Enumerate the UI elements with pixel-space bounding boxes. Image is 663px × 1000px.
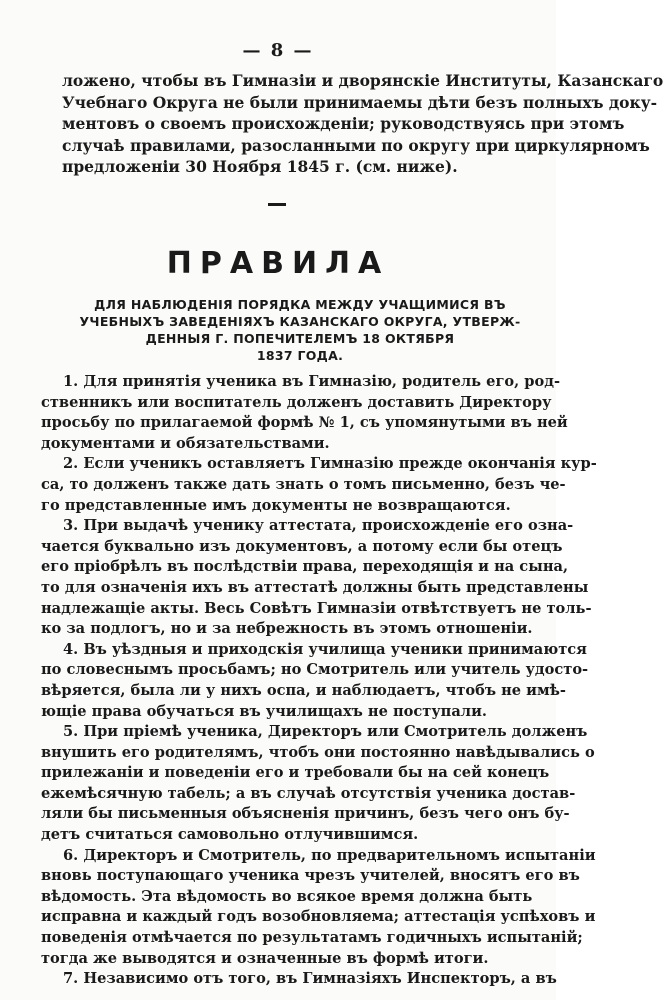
rules-line: 1. Для принятія ученика въ Гимназію, родитель его, род- <box>63 373 561 390</box>
subtitle-line: ДЕННЫЯ Г. ПОПЕЧИТЕЛЕМЪ 18 ОКТЯБРЯ <box>145 331 455 346</box>
rules-line: ко за подлогъ, но и за небрежность въ этомъ отношеніи. <box>41 620 533 638</box>
rules-line: вѣдомость. Эта вѣдомость во всякое время должна быть <box>41 887 533 905</box>
subtitle-line: УЧЕБНЫХЪ ЗАВЕДЕНІЯХЪ КАЗАНСКАГО ОКРУГА, УТВЕРЖ- <box>79 314 521 329</box>
rules-line: ляли бы письменныя объясненія причинъ, безъ чего онъ бу- <box>41 805 570 823</box>
rules-line: прилежаніи и поведеніи его и требовали бы на сей конецъ <box>41 764 550 782</box>
rules-line: 2. Если ученикъ оставляетъ Гимназію прежде окончанія кур- <box>63 455 597 473</box>
rules-line: 7. Независимо отъ того, въ Гимназіяхъ Инспекторъ, а въ <box>63 970 557 988</box>
rules-line: его пріобрѣлъ въ послѣдствіи права, переходящія и на сына, <box>41 558 569 576</box>
rules-line: 6. Директоръ и Смотритель, по предварительномъ испытаніи <box>63 846 596 864</box>
rules-line: вновь поступающаго ученика чрезъ учителей, вносятъ его въ <box>41 867 580 885</box>
rules-text <box>41 372 597 990</box>
rules-line: то для означенія ихъ въ аттестатѣ должны быть представлены <box>41 578 589 596</box>
rules-line: 4. Въ уѣздныя и приходскія училища ученики принимаются <box>63 640 587 658</box>
section-subtitle <box>56 296 544 364</box>
rules-line: надлежащіе акты. Весь Совѣтъ Гимназіи отвѣтствуетъ не толь- <box>41 599 592 617</box>
intro-line: предложеніи 30 Ноября 1845 г. (см. ниже). <box>62 157 458 177</box>
intro-line: случаѣ правилами, разосланными по округу при циркулярномъ <box>62 135 650 155</box>
rules-line: вѣряется, была ли у нихъ оспа, и наблюдаетъ, чтобъ не имѣ- <box>41 681 566 699</box>
rules-line: внушить его родителямъ, чтобъ они постоянно навѣдывались о <box>41 743 595 761</box>
rules-line: документами и обязательствами. <box>41 434 330 452</box>
rules-line: чается буквально изъ документовъ, а потому если бы отецъ <box>41 537 563 555</box>
rules-line: са, то долженъ также дать знать о томъ письменно, безъ че- <box>41 475 566 493</box>
intro-paragraph <box>62 70 663 178</box>
section-title: ПРАВИЛА <box>166 246 390 281</box>
rules-line: исправна и каждый годъ возобновляема; аттестація успѣховъ и <box>41 908 596 926</box>
subtitle-line: ДЛЯ НАБЛЮДЕНІЯ ПОРЯДКА МЕЖДУ УЧАЩИМИСЯ ВЪ <box>94 297 506 312</box>
subtitle-line: 1837 ГОДА. <box>256 348 344 363</box>
rules-line: 3. При выдачѣ ученику аттестата, происхожденіе его озна- <box>63 517 574 535</box>
rules-line: детъ считаться самовольно отлучившимся. <box>41 826 419 844</box>
rules-line: тогда же выводятся и означенные въ формѣ итоги. <box>41 949 489 967</box>
intro-line: ложено, чтобы въ Гимназіи и дворянскіе Институты, Казанскаго <box>62 71 663 90</box>
rules-line: просьбу по прилагаемой формѣ № 1, съ упомянутыми въ ней <box>41 414 568 432</box>
rules-line: 5. При пріемѣ ученика, Директоръ или Смотритель долженъ <box>63 723 588 741</box>
rules-line: ежемѣсячную табель; а въ случаѣ отсутствія ученика достав- <box>41 784 576 802</box>
rules-line: по словеснымъ просьбамъ; но Смотритель или учитель удосто- <box>41 661 589 679</box>
intro-line: ментовъ о своемъ происхожденіи; руководствуясь при этомъ <box>62 114 625 134</box>
page-number: — 8 — <box>242 40 314 61</box>
rules-line: ственникъ или воспитатель долженъ доставить Директору <box>41 393 552 411</box>
section-divider <box>268 203 286 206</box>
rules-line: поведенія отмѣчается по результатамъ годичныхъ испытаній; <box>41 929 583 947</box>
rules-line: го представленные имъ документы не возвращаются. <box>41 496 511 514</box>
intro-line: Учебнаго Округа не были принимаемы дѣти безъ полныхъ доку- <box>62 92 658 112</box>
rules-line: ющіе права обучаться въ училищахъ не поступали. <box>41 702 487 720</box>
